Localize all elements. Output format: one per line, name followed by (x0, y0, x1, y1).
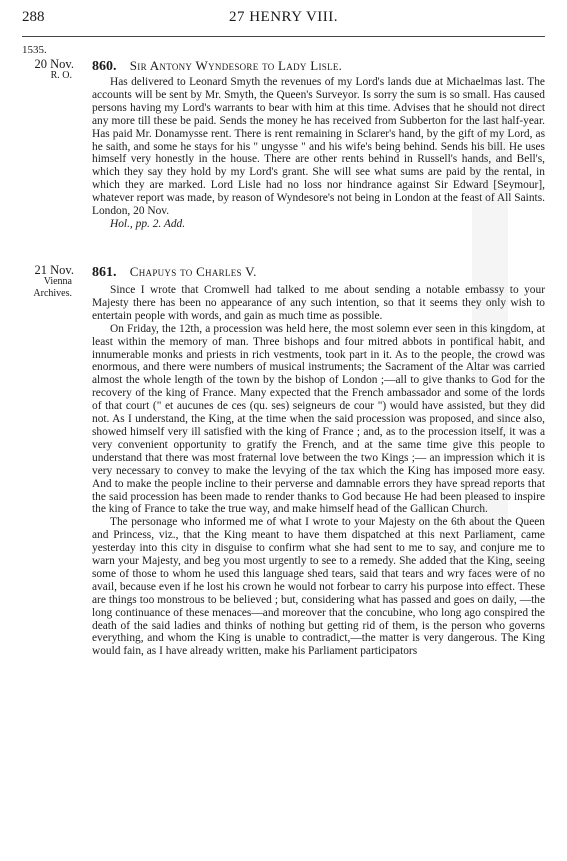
entry-861-number: 861. (92, 265, 117, 280)
entry-861-paragraph-3: The personage who informed me of what I wrote to your Majesty on the 6th about the Queen and Princess, viz., that the King meant to have them dispatched at this next Parliament, came yesterday into this city in disguise to confirm what she had sent to me to say, and conjure me to warn your Majesty, and beg you most urgently to see to a remedy. She added that the King, seeing some of those to whom he used this language shed tears, said that tears and wry faces were of no avail, because even if he lost his crown he would not forbear to carry his purpose into effect. These are things too monstrous to be believed ; but, considering what has passed and goes on daily, —the long continuance of these menaces—and moreover that the concubine, who long ago conspired the death of the said ladies and thinks of nothing but getting rid of them, is the person who governs everything, and whom the King is unable to contradict,—the matter is very dangerous. The King would fain, as I have already written, make his Parliament participators (92, 516, 545, 658)
entry-860-margin (22, 44, 74, 56)
entry-861-margin (22, 264, 74, 300)
entry-860-paragraph: Has delivered to Leonard Smyth the revenues of my Lord's lands due at Michaelmas last. The accounts will be sent by Mr. Smyth, the Queen's Surveyor. Is sorry the sum is so small. Has caused persons having my Lord's warrants to bear with him at this time. Advises that he should not direct any more till these be paid. Sends the money he has received from Subberton for the last half-year. Has paid Mr. Donamysse rent. There is rent remaining in Sclarer's hand, by the gift of my Lord, as he saith, and some he stays for his " ungysse " and his wife's being behind. Sends his bill. He uses himself very honestly in the house. There are other rents behind in Russell's hands, and Bell's, which they say they hold by my Lord's grant. She will see what sums are paid by the rental, in which they are marked. Lord Lisle had no loss nor hindrance against Sir Edward [Seymour], whatever report was made, by reason of Wyndesore's not being in London at the feast of All Saints. London, 20 Nov. (92, 76, 545, 218)
entry-860-source: R. O. (50, 70, 72, 81)
entry-860-meta: Hol., pp. 2. Add. (110, 217, 186, 230)
entry-861-paragraph-2: On Friday, the 12th, a procession was held here, the most solemn ever seen in this kingdom, at least within the memory of man. Three bishops and four mitred abbots in pontifical habit, and innumerable monks and priests in rich vestments, took part in it. As to the people, the crowd was enormous, and there were numbers of musical instruments; the Sacrament of the Altar was carried almost the whole length of the town by the bishop of London ;—all to give thanks to God for the recovery of the king of France. Many expected that the French ambassador and some of the lords of that court (" et aucunes de ces (qu. ses) seigneurs de cour ") would have assisted, but they did not. As I understand, the King, at the time when the said procession was proposed, and since also, showed himself very ill satisfied with the king of France ; and, as to the procession itself, it was a very convenient opportunity to gratify the French, and at the same time give this people to understand that there was most fraternal love between the two Kings ;— an impression which it is very necessary to convey to make the levying of the tax which the King has imposed more easy. And to make the people incline to their perverse and damnable errors they have spread reports that the said procession has been made to render thanks to God because He had been pleased to inspire the king of France to take the true way, and make himself head of the Gallican Church. (92, 322, 545, 516)
entry-861-title: Chapuys to Charles V. (129, 264, 257, 279)
page-number: 288 (22, 9, 45, 25)
page-header (22, 9, 545, 31)
entry-861-date: 21 Nov. (34, 263, 74, 277)
entry-860-margin-date (22, 58, 74, 82)
entry-860-number: 860. (92, 59, 117, 74)
entry-860-year: 1535. (22, 44, 47, 56)
entry-861-source: Vienna Archives. (33, 276, 72, 299)
entry-861-paragraph-1: Since I wrote that Cromwell had talked to me about sending a notable embassy to your Majesty there has been no appearance of any such intention, so that it seems they only wish to entertain people with words, and gain as much time as possible. (92, 284, 545, 322)
entry-860-date: 20 Nov. (34, 57, 74, 71)
library-watermark (470, 100, 510, 600)
entry-860-heading (92, 58, 545, 75)
header-rule (22, 36, 545, 37)
running-title: 27 HENRY VIII. (228, 9, 339, 25)
entry-860-title: Sir Antony Wyndesore to Lady Lisle. (129, 58, 343, 73)
